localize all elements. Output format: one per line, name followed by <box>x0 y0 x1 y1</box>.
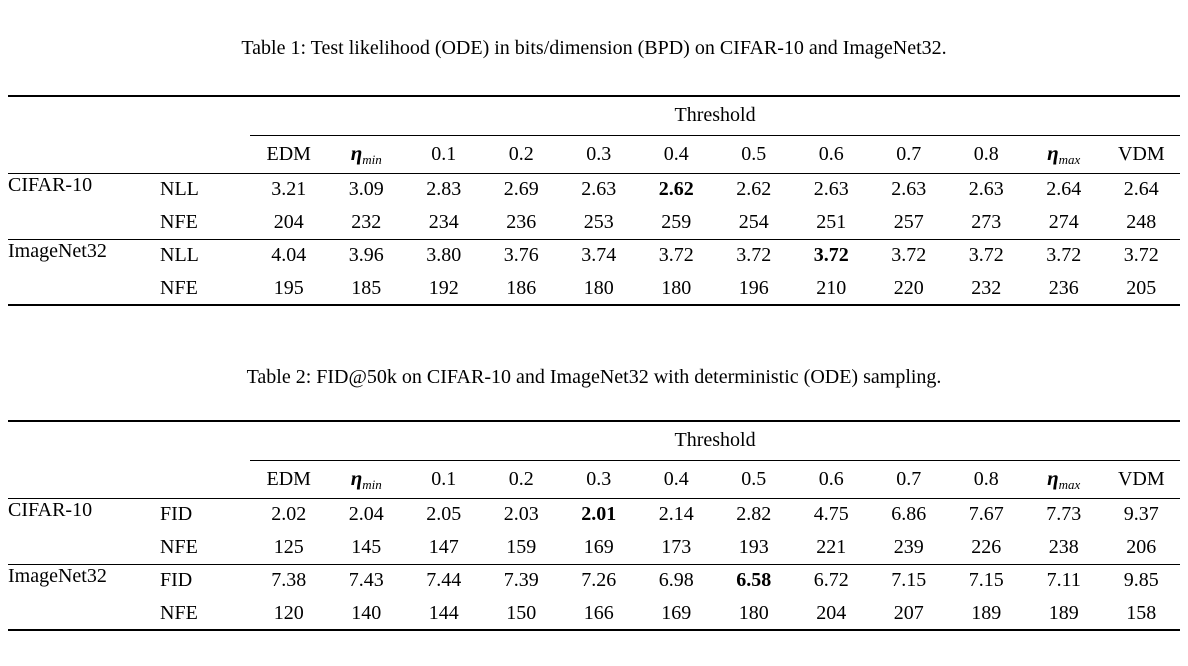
eta-subscript: max <box>1058 151 1081 167</box>
value-cell: 192 <box>428 276 459 299</box>
metric-label: FID <box>160 569 193 592</box>
value-cell: 7.73 <box>1046 503 1082 526</box>
eta-subscript: max <box>1058 476 1081 492</box>
value-cell: 234 <box>428 210 459 233</box>
column-header: 0.6 <box>818 142 844 165</box>
group-header-threshold: Threshold <box>250 96 1180 135</box>
value-cell: 7.15 <box>891 569 927 592</box>
value-cell: 273 <box>971 210 1002 233</box>
metric-label: NFE <box>160 276 198 299</box>
column-header: 0.2 <box>508 467 534 490</box>
column-header: 0.1 <box>431 142 457 165</box>
value-cell: 205 <box>1126 276 1157 299</box>
value-cell: 274 <box>1048 210 1079 233</box>
column-header: 0.5 <box>741 142 767 165</box>
table-row <box>8 498 1180 531</box>
value-cell: 150 <box>506 601 537 624</box>
eta-symbol: η <box>1047 465 1059 490</box>
column-header: 0.3 <box>586 142 612 165</box>
table-row <box>8 239 1180 272</box>
value-cell: 2.69 <box>503 178 539 201</box>
value-cell: 2.63 <box>891 178 927 201</box>
table-row <box>8 206 1180 239</box>
metric-label: NFE <box>160 535 198 558</box>
value-cell: 232 <box>351 210 382 233</box>
value-cell: 7.15 <box>968 569 1004 592</box>
column-header: 0.8 <box>973 142 999 165</box>
column-header: 0.8 <box>973 467 999 490</box>
value-cell: 6.86 <box>891 503 927 526</box>
value-cell: 239 <box>893 535 924 558</box>
value-cell: 3.72 <box>1046 244 1082 267</box>
value-cell: 6.58 <box>736 569 772 592</box>
value-cell: 257 <box>893 210 924 233</box>
value-cell: 120 <box>273 601 304 624</box>
value-cell: 206 <box>1126 535 1157 558</box>
table-row <box>8 597 1180 630</box>
column-header: 0.4 <box>663 467 689 490</box>
value-cell: 147 <box>428 535 459 558</box>
value-cell: 3.80 <box>426 244 462 267</box>
value-cell: 3.72 <box>736 244 772 267</box>
value-cell: 3.74 <box>581 244 617 267</box>
value-cell: 7.43 <box>348 569 384 592</box>
value-cell: 254 <box>738 210 769 233</box>
column-header <box>328 135 406 173</box>
column-header: 0.1 <box>431 467 457 490</box>
column-header <box>1025 460 1103 498</box>
column-header: VDM <box>1117 467 1165 490</box>
table-row <box>8 173 1180 206</box>
table-row <box>8 564 1180 597</box>
value-cell: 144 <box>428 601 459 624</box>
column-header: 0.5 <box>741 467 767 490</box>
value-cell: 4.75 <box>813 503 849 526</box>
value-cell: 2.02 <box>271 503 307 526</box>
value-cell: 3.72 <box>813 244 849 267</box>
value-cell: 2.14 <box>658 503 694 526</box>
value-cell: 180 <box>738 601 769 624</box>
value-cell: 158 <box>1126 601 1157 624</box>
value-cell: 7.44 <box>426 569 462 592</box>
value-cell: 2.83 <box>426 178 462 201</box>
value-cell: 2.62 <box>736 178 772 201</box>
eta-subscript: min <box>362 151 382 167</box>
value-cell: 4.04 <box>271 244 307 267</box>
metric-label: NLL <box>160 178 199 201</box>
value-cell: 2.63 <box>581 178 617 201</box>
value-cell: 166 <box>583 601 614 624</box>
header-spacer <box>8 135 250 173</box>
value-cell: 248 <box>1126 210 1157 233</box>
value-cell: 2.63 <box>813 178 849 201</box>
header-spacer <box>8 421 250 460</box>
table2-caption: Table 2: FID@50k on CIFAR-10 and ImageNet32 with deterministic (ODE) sampling. <box>246 366 942 388</box>
value-cell: 2.64 <box>1123 178 1159 201</box>
column-header: 0.6 <box>818 467 844 490</box>
value-cell: 238 <box>1048 535 1079 558</box>
column-header: VDM <box>1117 142 1165 165</box>
table1-caption: Table 1: Test likelihood (ODE) in bits/dimension (BPD) on CIFAR-10 and ImageNet32. <box>241 37 947 59</box>
value-cell: 193 <box>738 535 769 558</box>
value-cell: 207 <box>893 601 924 624</box>
value-cell: 6.98 <box>658 569 694 592</box>
column-header: EDM <box>266 142 311 165</box>
value-cell: 195 <box>273 276 304 299</box>
metric-label: FID <box>160 503 193 526</box>
value-cell: 169 <box>583 535 614 558</box>
value-cell: 145 <box>351 535 382 558</box>
value-cell: 2.05 <box>426 503 462 526</box>
value-cell: 2.03 <box>503 503 539 526</box>
value-cell: 7.38 <box>271 569 307 592</box>
value-cell: 7.67 <box>968 503 1004 526</box>
value-cell: 180 <box>583 276 614 299</box>
value-cell: 2.63 <box>968 178 1004 201</box>
header-spacer <box>8 460 250 498</box>
value-cell: 2.04 <box>348 503 384 526</box>
value-cell: 259 <box>661 210 692 233</box>
value-cell: 236 <box>506 210 537 233</box>
eta-subscript: min <box>362 476 382 492</box>
column-header <box>328 460 406 498</box>
value-cell: 189 <box>1048 601 1079 624</box>
metric-label: NFE <box>160 601 198 624</box>
column-header: 0.2 <box>508 142 534 165</box>
value-cell: 2.82 <box>736 503 772 526</box>
dataset-label: CIFAR-10 <box>8 173 93 196</box>
value-cell: 125 <box>273 535 304 558</box>
column-header: EDM <box>266 467 311 490</box>
value-cell: 251 <box>816 210 847 233</box>
value-cell: 9.37 <box>1123 503 1159 526</box>
value-cell: 7.11 <box>1046 569 1081 592</box>
value-cell: 204 <box>273 210 304 233</box>
metric-label: NLL <box>160 244 199 267</box>
eta-symbol: η <box>350 465 363 490</box>
value-cell: 6.72 <box>813 569 849 592</box>
value-cell: 3.96 <box>348 244 384 267</box>
value-cell: 3.21 <box>271 178 307 201</box>
eta-symbol: η <box>1047 140 1059 165</box>
value-cell: 232 <box>971 276 1002 299</box>
value-cell: 3.09 <box>348 178 384 201</box>
column-header: 0.4 <box>663 142 689 165</box>
value-cell: 3.72 <box>891 244 927 267</box>
dataset-label: ImageNet32 <box>8 564 107 587</box>
table-2 <box>8 420 1180 631</box>
table-1 <box>8 95 1180 306</box>
value-cell: 220 <box>893 276 924 299</box>
table1-container <box>8 95 1180 306</box>
table2-container <box>8 420 1180 631</box>
value-cell: 7.26 <box>581 569 617 592</box>
value-cell: 226 <box>971 535 1002 558</box>
value-cell: 221 <box>816 535 847 558</box>
column-header: 0.3 <box>586 467 612 490</box>
value-cell: 186 <box>506 276 537 299</box>
table-row <box>8 272 1180 305</box>
group-header-threshold: Threshold <box>250 421 1180 460</box>
value-cell: 2.62 <box>658 178 694 201</box>
value-cell: 9.85 <box>1123 569 1159 592</box>
eta-symbol: η <box>350 140 363 165</box>
value-cell: 204 <box>816 601 847 624</box>
value-cell: 180 <box>661 276 692 299</box>
value-cell: 236 <box>1048 276 1079 299</box>
column-header: 0.7 <box>896 467 922 490</box>
value-cell: 3.72 <box>1123 244 1159 267</box>
table-row <box>8 531 1180 564</box>
value-cell: 169 <box>661 601 692 624</box>
column-header: 0.7 <box>896 142 922 165</box>
value-cell: 2.64 <box>1046 178 1082 201</box>
value-cell: 196 <box>738 276 769 299</box>
value-cell: 210 <box>816 276 847 299</box>
dataset-label: ImageNet32 <box>8 239 107 262</box>
value-cell: 3.72 <box>658 244 694 267</box>
value-cell: 140 <box>351 601 382 624</box>
dataset-label: CIFAR-10 <box>8 498 93 521</box>
header-spacer <box>8 96 250 135</box>
value-cell: 3.76 <box>503 244 539 267</box>
value-cell: 173 <box>661 535 692 558</box>
column-header <box>1025 135 1103 173</box>
value-cell: 189 <box>971 601 1002 624</box>
value-cell: 2.01 <box>581 503 617 526</box>
value-cell: 7.39 <box>503 569 539 592</box>
value-cell: 185 <box>351 276 382 299</box>
value-cell: 159 <box>506 535 537 558</box>
value-cell: 253 <box>583 210 614 233</box>
value-cell: 3.72 <box>968 244 1004 267</box>
metric-label: NFE <box>160 210 198 233</box>
